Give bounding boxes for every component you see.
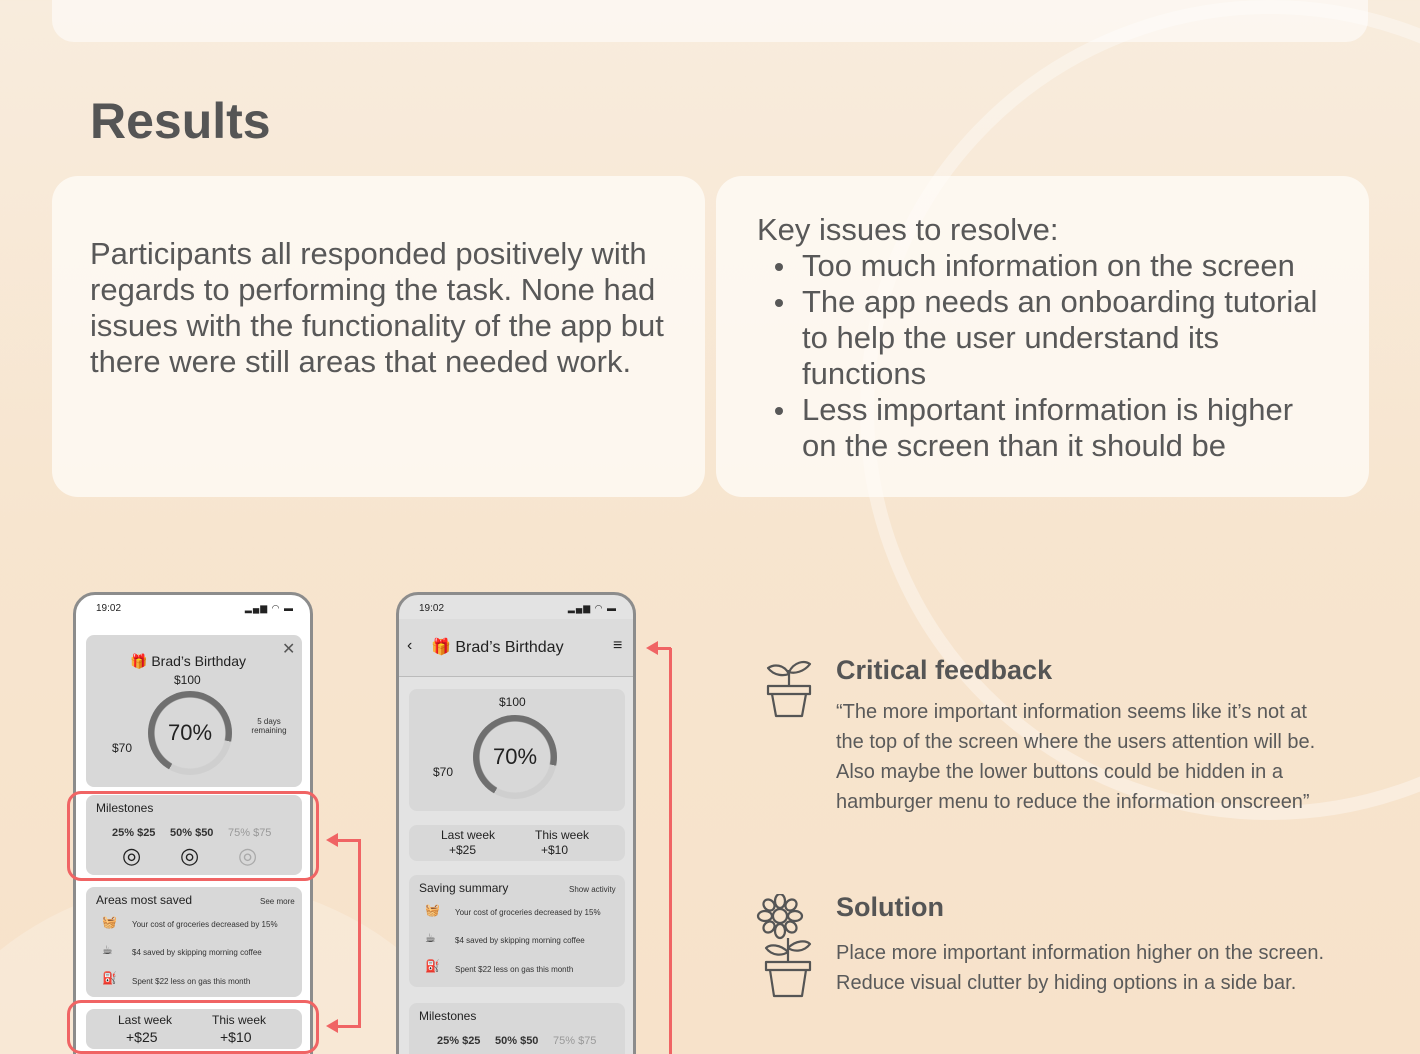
weekly-stats-highlight [67, 1000, 319, 1054]
phone-new-design [396, 592, 636, 1054]
show-activity-link[interactable]: Show activity [569, 885, 616, 894]
saving-summary-card [409, 875, 625, 987]
goal-amount: $100 [499, 695, 526, 709]
milestones-highlight [67, 791, 319, 881]
app-header [399, 619, 636, 677]
sprout-pot-icon [762, 658, 816, 720]
goal-title: Brad’s Birthday [151, 653, 247, 669]
last-week-value: +$25 [126, 1029, 158, 1045]
gift-icon: 🎁 [130, 653, 148, 669]
days-remaining: 5 days remaining [251, 717, 287, 735]
milestone-1: 25% $25 [437, 1035, 481, 1047]
header-title-row [431, 637, 564, 657]
current-amount: $70 [112, 741, 133, 755]
progress-ring [473, 715, 557, 799]
this-week-label: This week [212, 1013, 267, 1027]
close-icon[interactable]: ✕ [282, 641, 296, 658]
arrow-left-icon [326, 833, 338, 847]
summary-item: Spent $22 less on gas this month [455, 965, 574, 974]
current-amount: $70 [433, 765, 454, 779]
summary-card [52, 176, 705, 497]
critical-feedback-text: “The more important information seems like it’s not at the top of the screen where the users attention will be. Also maybe the lower buttons could be hidden in a hamburger menu to reduce the information onscreen” [836, 701, 1316, 813]
issues-title: Key issues to resolve: [757, 212, 1059, 247]
area-item: Your cost of groceries decreased by 15% [132, 920, 278, 929]
areas-see-more-link[interactable]: See more [260, 897, 295, 906]
gift-icon: 🎁 [431, 639, 451, 656]
area-item: Spent $22 less on gas this month [132, 977, 251, 986]
back-chevron-icon[interactable]: ‹ [407, 637, 413, 654]
connector-line [669, 648, 672, 1054]
hamburger-menu-icon[interactable]: ≡ [613, 637, 623, 654]
previous-section-card [52, 0, 1368, 42]
target-icon: ◎ [122, 843, 142, 868]
milestones-card [409, 1003, 625, 1054]
progress-ring [148, 691, 232, 775]
summary-item: $4 saved by skipping morning coffee [455, 936, 585, 945]
milestones-title: Milestones [419, 1009, 477, 1023]
progress-label: 70% [492, 744, 538, 769]
connector-line [358, 839, 361, 1027]
goal-card [86, 635, 302, 787]
goal-card [409, 689, 625, 811]
this-week-value: +$10 [220, 1029, 252, 1045]
summary-item: Your cost of groceries decreased by 15% [455, 908, 601, 917]
solution-title: Solution [836, 892, 944, 922]
gas-icon: ⛽ [425, 959, 440, 973]
milestone-3: 75% $75 [553, 1035, 597, 1047]
goal-amount: $100 [174, 673, 201, 687]
areas-card [86, 887, 302, 997]
target-icon: ◎ [180, 843, 200, 868]
goal-title: Brad’s Birthday [455, 639, 564, 656]
issue-item: Too much information on the screen [802, 248, 1329, 284]
issue-item: The app needs an onboarding tutorial to help the user understand its functions [802, 284, 1329, 392]
flower-pot-icon [752, 894, 816, 1000]
summary-title: Saving summary [419, 881, 509, 895]
last-week-label: Last week [441, 828, 496, 842]
last-week-value: +$25 [449, 843, 477, 857]
status-time: 19:02 [419, 603, 445, 614]
basket-icon: 🧺 [425, 903, 440, 917]
connector-line [336, 839, 361, 842]
milestone-2: 50% $50 [170, 827, 214, 839]
issues-card [716, 176, 1369, 497]
goal-title-row [130, 653, 246, 670]
gas-icon: ⛽ [102, 971, 117, 985]
areas-title: Areas most saved [96, 893, 193, 907]
summary-text: Participants all responded positively with regards to performing the task. None had issues with the functionality of the app but there were still areas that needed work. [90, 236, 664, 379]
status-icons: ▂▄▆ ◠ ▬ [567, 603, 617, 613]
critical-feedback-title: Critical feedback [836, 655, 1053, 685]
milestone-3: 75% $75 [228, 827, 272, 839]
this-week-label: This week [535, 828, 590, 842]
basket-icon: 🧺 [102, 915, 117, 929]
target-icon: ◎ [238, 843, 258, 868]
this-week-value: +$10 [541, 843, 569, 857]
status-icons: ▂▄▆ ◠ ▬ [244, 603, 294, 613]
status-time: 19:02 [96, 603, 122, 614]
arrow-left-icon [646, 641, 658, 655]
milestone-1: 25% $25 [112, 827, 156, 839]
issue-item: Less important information is higher on the screen than it should be [802, 392, 1329, 464]
solution-text: Place more important information higher on the screen. Reduce visual clutter by hiding options in a side bar. [836, 942, 1325, 994]
cup-icon: ☕ [425, 931, 436, 945]
weekly-stats-card [409, 825, 625, 861]
connector-line [336, 1025, 361, 1028]
section-title: Results [90, 93, 271, 149]
issues-list [802, 248, 1329, 464]
area-item: $4 saved by skipping morning coffee [132, 948, 262, 957]
coffee-icon: ☕ [102, 943, 113, 957]
milestones-title: Milestones [96, 801, 154, 815]
arrow-left-icon [326, 1019, 338, 1033]
progress-label: 70% [167, 720, 213, 745]
milestone-2: 50% $50 [495, 1035, 539, 1047]
last-week-label: Last week [118, 1013, 173, 1027]
